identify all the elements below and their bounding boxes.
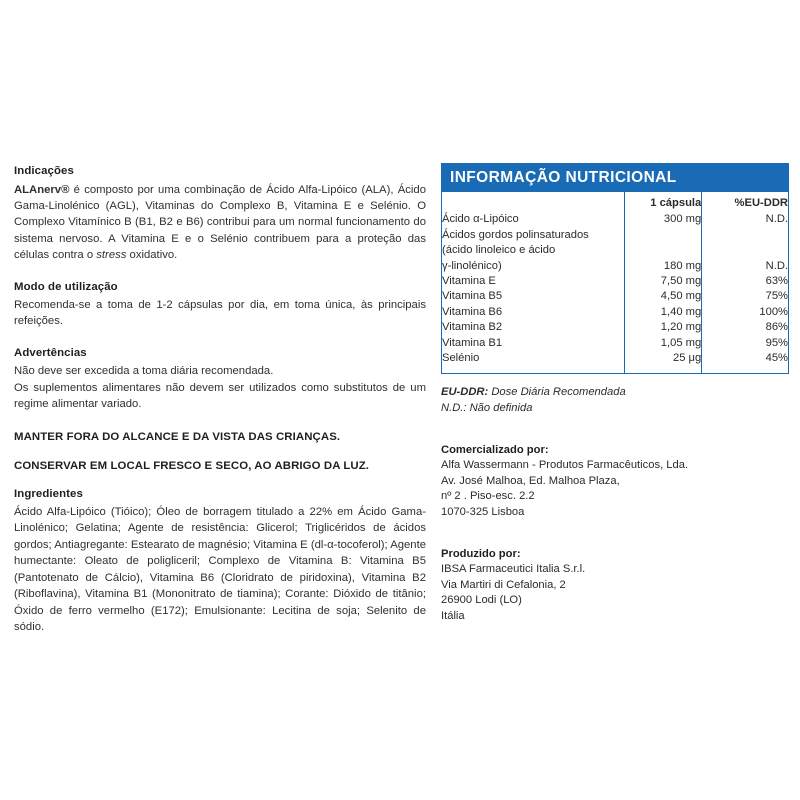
indications-italic-term: stress [96, 249, 127, 262]
usage-heading: Modo de utilização [14, 280, 118, 293]
spacer [14, 474, 426, 487]
table-row [442, 243, 788, 258]
nutrient-dose [625, 228, 702, 243]
nutrient-dose: 25 μg [625, 351, 702, 366]
spacer [14, 445, 426, 458]
footnote-eu-ddr [441, 385, 789, 401]
ingredients-heading: Ingredientes [14, 487, 83, 500]
section-usage [14, 280, 426, 330]
footnote-nd-abbr: N.D.: [441, 402, 467, 415]
table-row [442, 336, 788, 351]
nutrient-ddr: N.D. [765, 259, 788, 272]
nutrient-dose: 7,50 mg [625, 274, 702, 289]
usage-text: Recomenda-se a toma de 1-2 cápsulas por dia, em toma única, às principais refeições. [14, 299, 426, 328]
nutrient-name: Vitamina B6 [442, 305, 625, 320]
nutrient-name: Selénio [442, 351, 625, 366]
nutrient-ddr [702, 243, 788, 258]
caution-keep-away-from-children: MANTER FORA DO ALCANCE E DA VISTA DAS CRIANÇAS. [14, 430, 341, 443]
column-header-per-capsule: 1 cápsula [625, 192, 702, 212]
footnote-eu-ddr-abbr: EU-DDR: [441, 386, 489, 399]
nutrition-table-body [442, 192, 788, 373]
indications-text [14, 182, 426, 264]
ingredients-text: Ácido Alfa-Lipóico (Tióico); Óleo de borragem titulado a 22% em Ácido Gama-Linolénico; Gelatina; Agente de resistência: Glicerol; Triglicéridos de ácidos gordos; Antiagregante: Estearato de magnésio; Vitamina E (dl-α-tocoferol); Agente humectante: Oleato de poligliceril; Complexo de Vitamina B: Vitamina B5 (Pantotenato de Cálcio), Vitamina B6 (Cloridrato de piridoxina), Vitamina B2 (Riboflavina), Vitamina B1 (Mononitrato de tiamina); Corante: Dióxido de titânio; Óxido de ferro vermelho (E172); Emulsionante: Lecitina de soja; Selenito de sódio. [14, 506, 426, 633]
nutrient-dose: 300 mg [625, 212, 702, 227]
marketed-by-line: nº 2 . Piso-esc. 2.2 [441, 490, 535, 503]
nutrient-ddr: 45% [765, 352, 788, 365]
section-ingredients [14, 487, 426, 636]
produced-by-line: 26900 Lodi (LO) [441, 594, 522, 607]
nutrient-name: Vitamina E [442, 274, 625, 289]
nutrient-ddr: N.D. [765, 213, 788, 226]
produced-by-line: IBSA Farmaceutici Italia S.r.l. [441, 563, 586, 576]
spacer-cell [442, 366, 625, 373]
warnings-line-1: Não deve ser excedida a toma diária recomendada. [14, 365, 274, 378]
marketed-by-line: 1070-325 Lisboa [441, 506, 525, 519]
produced-by-line: Itália [441, 610, 465, 622]
nutrient-name: Ácidos gordos polinsaturados [442, 228, 625, 243]
warnings-line-2: Os suplementos alimentares não devem ser utilizados como substitutos de um regime alimentar variado. [14, 381, 426, 411]
nutrient-ddr: 100% [759, 305, 788, 318]
produced-by-block [441, 547, 789, 625]
nutrient-ddr: 63% [765, 275, 788, 288]
footnote-nd-text: Não definida [466, 402, 533, 415]
section-warnings [14, 346, 426, 413]
right-information-column [441, 163, 789, 625]
nutrient-ddr: 86% [765, 321, 788, 334]
footnote-eu-ddr-text: Dose Diária Recomendada [488, 386, 626, 399]
produced-by-line: Via Martiri di Cefalonia, 2 [441, 578, 566, 591]
nutrient-name: Vitamina B2 [442, 320, 625, 335]
nutrient-ddr: 75% [765, 290, 788, 303]
indications-heading: Indicações [14, 165, 74, 177]
column-header-nutrient [442, 192, 625, 212]
spacer [14, 264, 426, 280]
nutrient-ddr [702, 228, 788, 243]
nutrition-facts-title: INFORMAÇÃO NUTRICIONAL [442, 164, 788, 192]
table-row [442, 289, 788, 304]
nutrient-name: (ácido linoleico e ácido [442, 243, 625, 258]
nutrient-ddr: 95% [765, 336, 788, 349]
spacer-cell [625, 366, 702, 373]
marketed-by-line: Av. José Malhoa, Ed. Malhoa Plaza, [441, 474, 620, 487]
nutrient-dose [625, 243, 702, 258]
column-header-eu-ddr: %EU-DDR [734, 197, 788, 209]
nutrient-dose: 180 mg [625, 259, 702, 274]
nutrition-facts-table [442, 192, 788, 373]
table-header-row [442, 192, 788, 212]
nutrition-footnotes [441, 385, 789, 416]
caution-storage: CONSERVAR EM LOCAL FRESCO E SECO, AO ABRIGO DA LUZ. [14, 459, 370, 472]
nutrient-dose: 4,50 mg [625, 289, 702, 304]
brand-name: ALAnerv® [14, 183, 70, 196]
table-row [442, 212, 788, 227]
nutrient-dose: 1,20 mg [625, 320, 702, 335]
produced-by-title: Produzido por: [441, 547, 521, 560]
indications-body: é composto por uma combinação de Ácido Alfa-Lipóico (ALA), Ácido Gama-Linolénico (AGL), Vitaminas do Complexo B, Vitamina E e Selénio. O Complexo Vitamínico B (B1, B2 e B6) contribui para um normal funcionamento do sistema nervoso. A Vitamina E e o Selénio contribuem para a proteção das células contra o [14, 183, 426, 262]
spacer-cell [702, 366, 788, 373]
spacer [14, 330, 426, 346]
table-row [442, 351, 788, 366]
nutrient-dose: 1,05 mg [625, 336, 702, 351]
marketed-by-block [441, 443, 789, 521]
nutrient-name: Ácido α-Lipóico [442, 212, 625, 227]
spacer [14, 413, 426, 429]
nutrient-name: Vitamina B5 [442, 289, 625, 304]
nutrient-dose: 1,40 mg [625, 305, 702, 320]
left-information-column [14, 164, 426, 635]
table-row [442, 320, 788, 335]
warnings-heading: Advertências [14, 346, 87, 359]
marketed-by-title: Comercializado por: [441, 443, 549, 456]
table-row [442, 274, 788, 289]
table-bottom-spacer-row [442, 366, 788, 373]
table-row [442, 259, 788, 274]
nutrient-name: γ-linolénico) [442, 259, 625, 274]
section-indications [14, 164, 426, 264]
footnote-nd [441, 401, 789, 417]
nutrient-name: Vitamina B1 [442, 336, 625, 351]
nutrition-facts-box [441, 163, 789, 374]
indications-body-tail: oxidativo. [126, 249, 178, 262]
table-row [442, 305, 788, 320]
table-row [442, 228, 788, 243]
marketed-by-line: Alfa Wassermann - Produtos Farmacêuticos, Lda. [441, 459, 689, 472]
